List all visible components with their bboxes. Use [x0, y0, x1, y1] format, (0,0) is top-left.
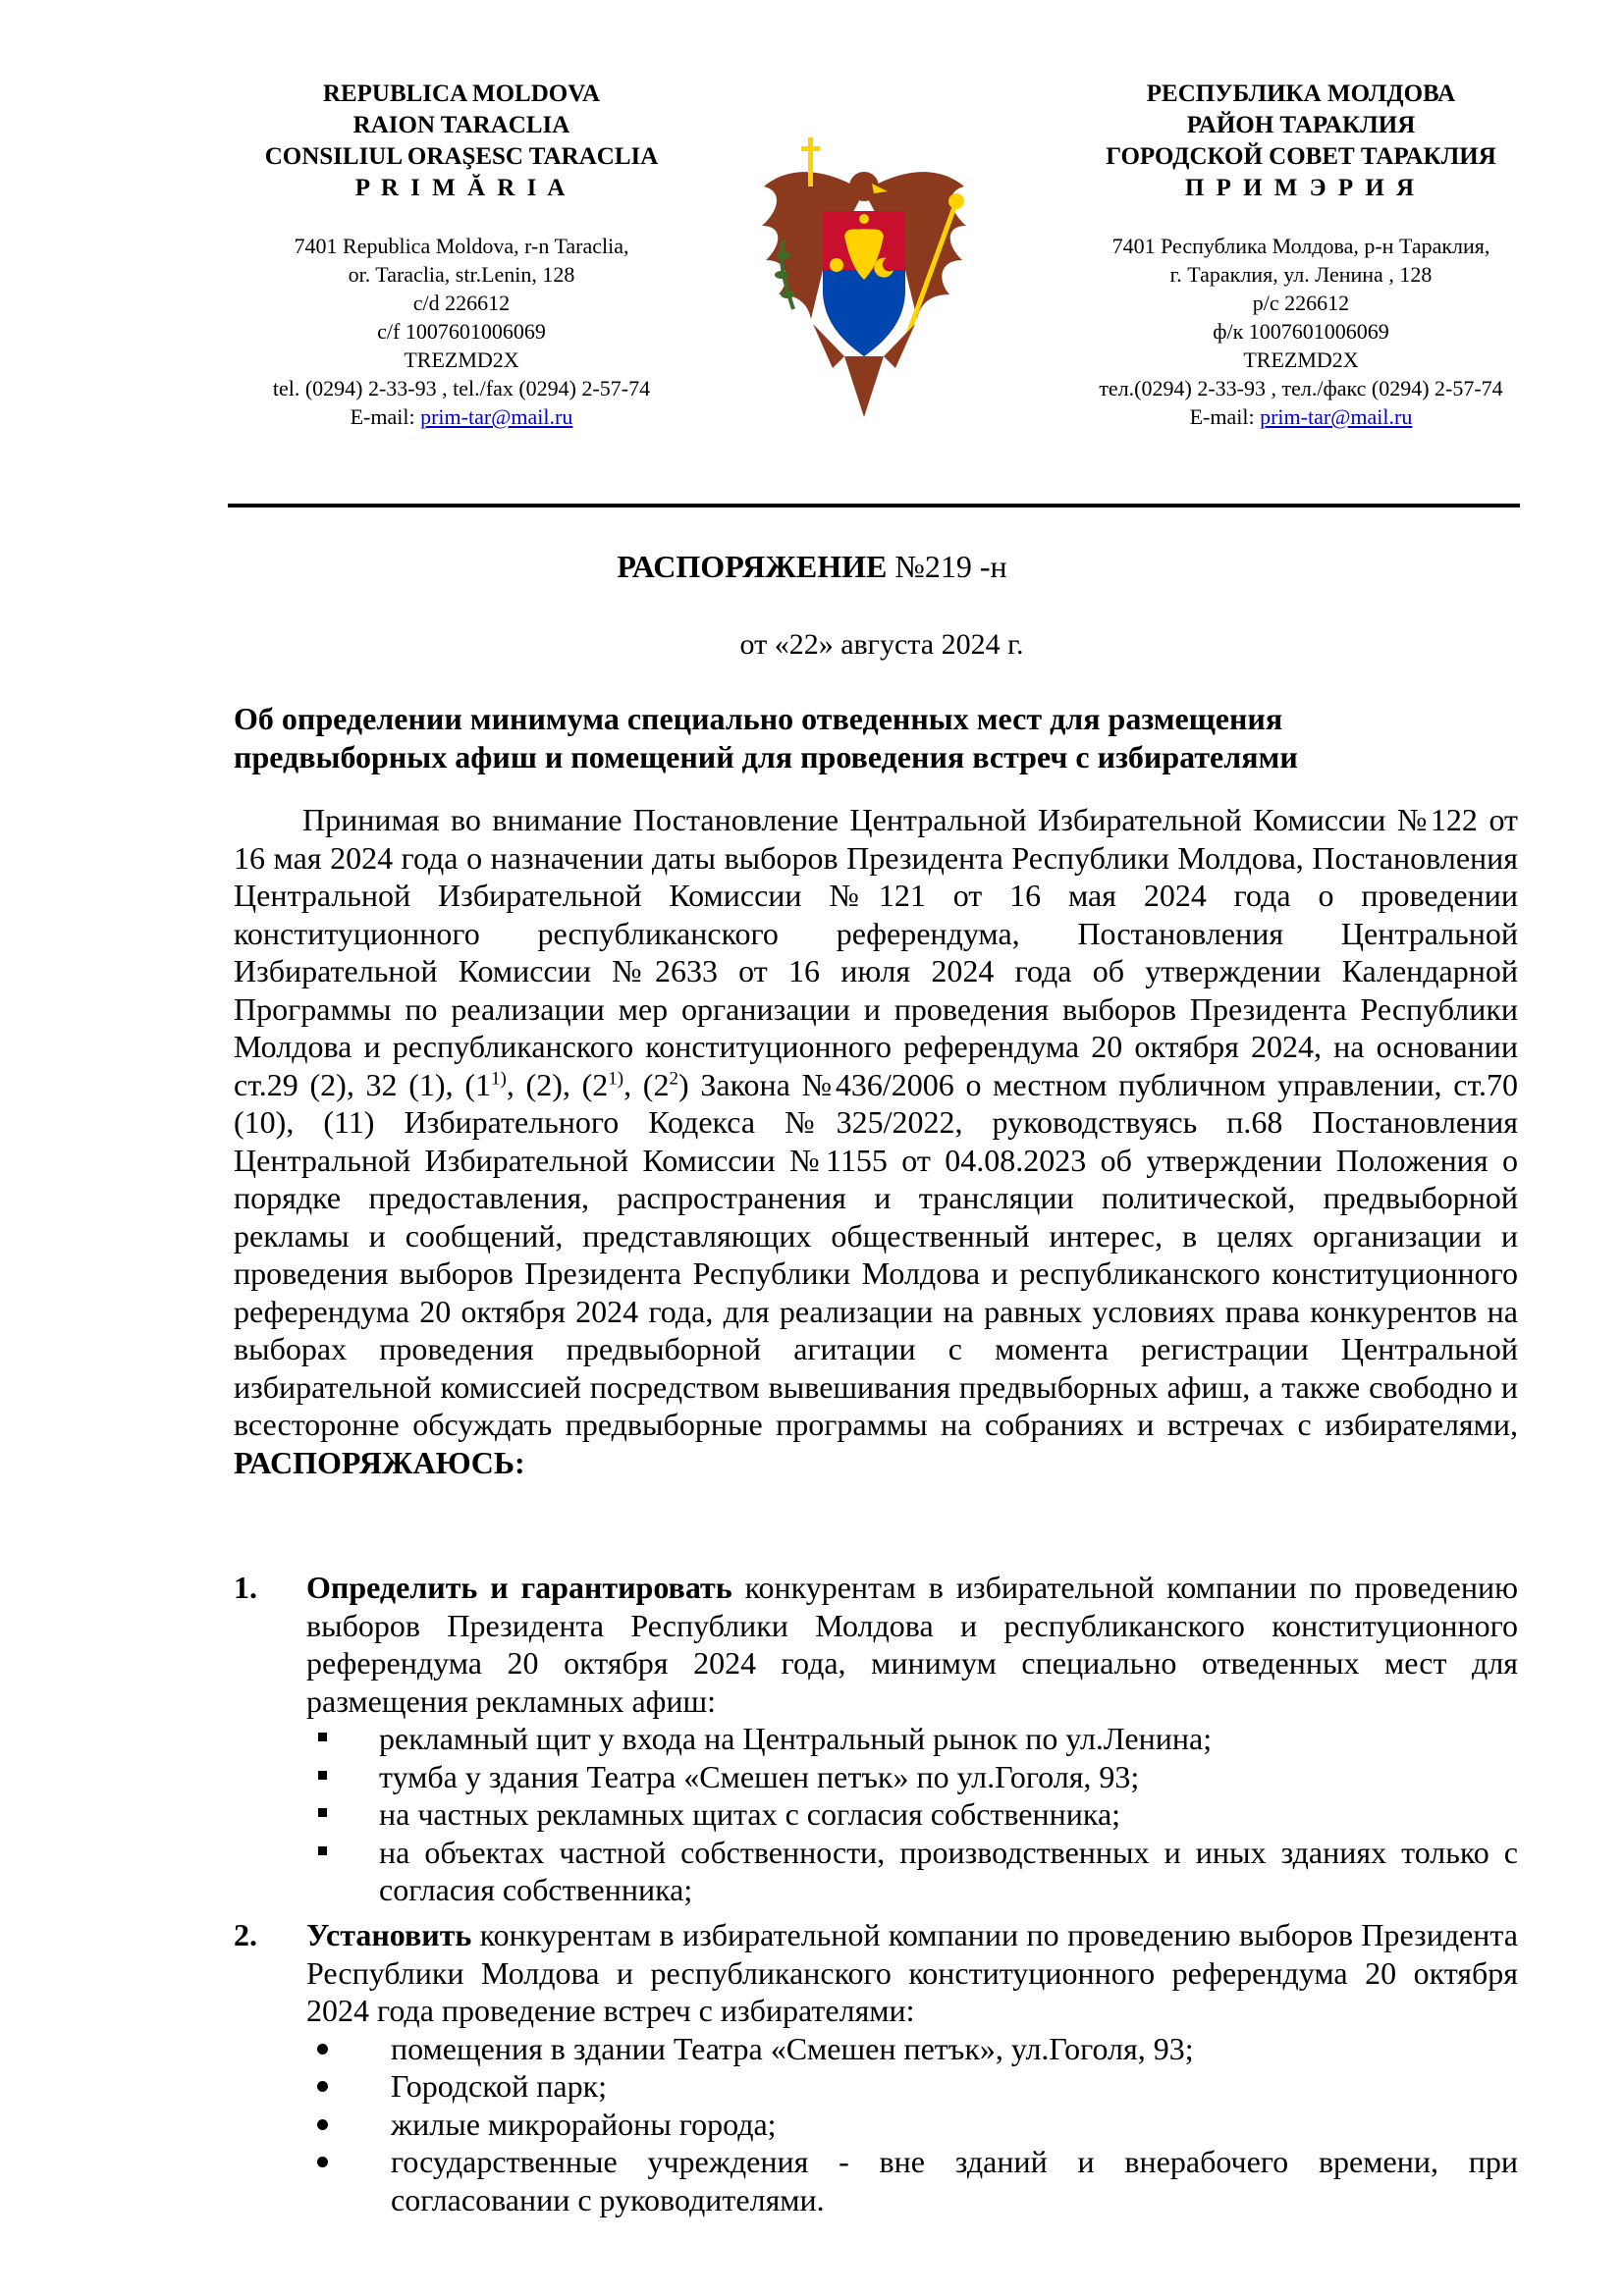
list-item: [234, 2030, 1518, 2068]
decision-word: РАСПОРЯЖАЮСЬ:: [234, 1444, 525, 1480]
order-date: от «22» августа 2024 г.: [739, 628, 1024, 661]
email-line: [1046, 402, 1556, 431]
item-text: [306, 1569, 1518, 1720]
preamble-text: ) Закона №436/2006 о местном публичном управлении, ст.70 (10), (11) Избирательного Кодекса №325/2022, руководствуясь п.68 Постановления Центральной Избирательной Комиссии №1155 от 04.08.2023 об утверждении Положения о порядке предоставления, распространения и трансляции политической, предвыборной рекламы и сообщений, представляющих общественный интерес, в целях организации и проведения выборов Президента Республики Молдова и республиканского конституционного референдума 20 октября 2024 года, для реализации на равных условиях права конкурентов на выборах проведения предвыборной агитации с момента регистрации Центральной избирательной комиссией посредством вывешивания предвыборных афиш, а также свободно и всесторонне обсуждать предвыборные программы на собраниях и встречах с избирателями,: [234, 1066, 1519, 1442]
address-line: or. Taraclia, str.Lenin, 128: [348, 262, 575, 287]
list-item-text: на объектах частной собственности, производственных и иных зданиях только с согласия собственника;: [379, 1834, 1518, 1907]
address-line: TREZMD2X: [1243, 347, 1359, 372]
header-divider: [228, 504, 1520, 507]
phone-line: tel. (0294) 2-33-93 , tel./fax (0294) 2-57-74: [272, 376, 651, 400]
item-number: 1.: [234, 1570, 257, 1605]
order-item-2: [234, 1916, 1518, 2218]
header-country: REPUBLICA MOLDOVA: [322, 80, 601, 107]
header-address: [206, 232, 717, 431]
header-country: РЕСПУБЛИКА МОЛДОВА: [1146, 80, 1456, 107]
address-line: TREZMD2X: [404, 347, 519, 372]
order-title: [0, 547, 1624, 586]
placement-list: [306, 1720, 1518, 1909]
preamble-paragraph: [234, 801, 1518, 1481]
item-text: [306, 1916, 1518, 2030]
coat-of-arms-emblem: [754, 133, 974, 427]
superscript: 2: [669, 1067, 678, 1089]
address-line: c/d 226612: [412, 291, 511, 315]
list-item: [234, 2106, 1518, 2144]
address-line: р/с 226612: [1252, 291, 1350, 315]
order-subject: [234, 700, 1412, 776]
header-address: [1046, 232, 1556, 431]
address-line: г. Тараклия, ул. Ленина , 128: [1169, 262, 1433, 287]
preamble-text: , (2: [623, 1066, 670, 1102]
phone-line: тел.(0294) 2-33-93 , тел./факс (0294) 2-57-74: [1099, 376, 1503, 400]
email-link[interactable]: prim-tar@mail.ru: [420, 404, 573, 429]
item-body: конкурентам в избирательной компании по проведению выборов Президента Республики Молдова и республиканского конституционного референдума 20 октября 2024 года, минимум специально отведенных мест для размещения рекламных афиш:: [306, 1570, 1519, 1719]
order-item-1: [234, 1569, 1518, 1909]
item-lead: Определить и гарантировать: [306, 1570, 732, 1605]
list-item-text: помещения в здании Театра «Смешен петък», ул.Гоголя, 93;: [391, 2030, 1194, 2066]
list-item-text: на частных рекламных щитах с согласия собственника;: [379, 1796, 1121, 1832]
order-date-row: [0, 626, 1624, 664]
list-item-text: Городской парк;: [391, 2068, 608, 2104]
header-district: RAION TARACLIA: [352, 112, 570, 138]
email-label: E-mail:: [1189, 404, 1261, 429]
address-line: ф/к 1007601006069: [1213, 319, 1389, 344]
list-item: [234, 1795, 1518, 1834]
header-council: ГОРОДСКОЙ СОВЕТ ТАРАКЛИЯ: [1106, 143, 1496, 170]
list-item-text: рекламный щит у входа на Центральный рынок по ул.Ленина;: [379, 1721, 1213, 1756]
superscript: 1): [608, 1067, 624, 1089]
preamble-text: , (2), (2: [506, 1066, 609, 1102]
header-council: CONSILIUL ORAŞESC TARACLIA: [264, 143, 659, 170]
superscript: 1): [490, 1067, 507, 1089]
address-line: 7401 Республика Молдова, р-н Тараклия,: [1111, 234, 1490, 258]
list-item: [234, 2143, 1518, 2218]
subject-line: предвыборных афиш и помещений для проведения встреч с избирателями: [234, 739, 1298, 774]
address-line: c/f 1007601006069: [377, 319, 546, 344]
list-item: [234, 1834, 1518, 1909]
meeting-venues-list: [306, 2030, 1518, 2219]
list-item: [234, 1720, 1518, 1758]
list-item: [234, 1758, 1518, 1796]
list-item-text: тумба у здания Театра «Смешен петък» по ул.Гоголя, 93;: [379, 1758, 1140, 1794]
list-item: [234, 2067, 1518, 2106]
subject-line: Об определении минимума специально отведенных мест для размещения: [234, 701, 1283, 736]
header-mayoralty: П Р И М Э Р И Я: [1184, 175, 1418, 201]
header-mayoralty: P R I M Ă R I A: [354, 175, 568, 201]
header-romanian: [206, 79, 717, 431]
item-body: конкурентам в избирательной компании по проведению выборов Президента Республики Молдова и республиканского конституционного референдума 20 октября 2024 года проведение встреч с избирателями:: [306, 1917, 1518, 2028]
header-russian: [1046, 79, 1556, 431]
header-district: РАЙОН ТАРАКЛИЯ: [1186, 112, 1416, 138]
email-line: [206, 402, 717, 431]
email-label: E-mail:: [350, 404, 421, 429]
order-title-label: РАСПОРЯЖЕНИЕ: [617, 549, 888, 584]
address-line: 7401 Republica Moldova, r-n Taraclia,: [294, 234, 629, 258]
preamble-text: Принимая во внимание Постановление Центральной Избирательной Комиссии №122 от 16 мая 2024 года о назначении даты выборов Президента Республики Молдова, Постановления Центральной Избирательной Комиссии №121 от 16 мая 2024 года о проведении конституционного республиканского референдума, Постановления Центральной Избирательной Комиссии №2633 от 16 июля 2024 года об утверждении Календарной Программы по реализации мер организации и проведения выборов Президента Республики Молдова и республиканского конституционного референдума 20 октября 2024, на основании ст.29 (2), 32 (1), (1: [234, 802, 1518, 1102]
list-item-text: жилые микрорайоны города;: [391, 2106, 777, 2142]
order-number: №219 -н: [887, 549, 1007, 584]
item-number: 2.: [234, 1917, 257, 1952]
item-lead: Установить: [306, 1917, 472, 1952]
email-link[interactable]: prim-tar@mail.ru: [1260, 404, 1413, 429]
list-item-text: государственные учреждения - вне зданий и внерабочего времени, при согласовании с руководителями.: [391, 2144, 1518, 2217]
